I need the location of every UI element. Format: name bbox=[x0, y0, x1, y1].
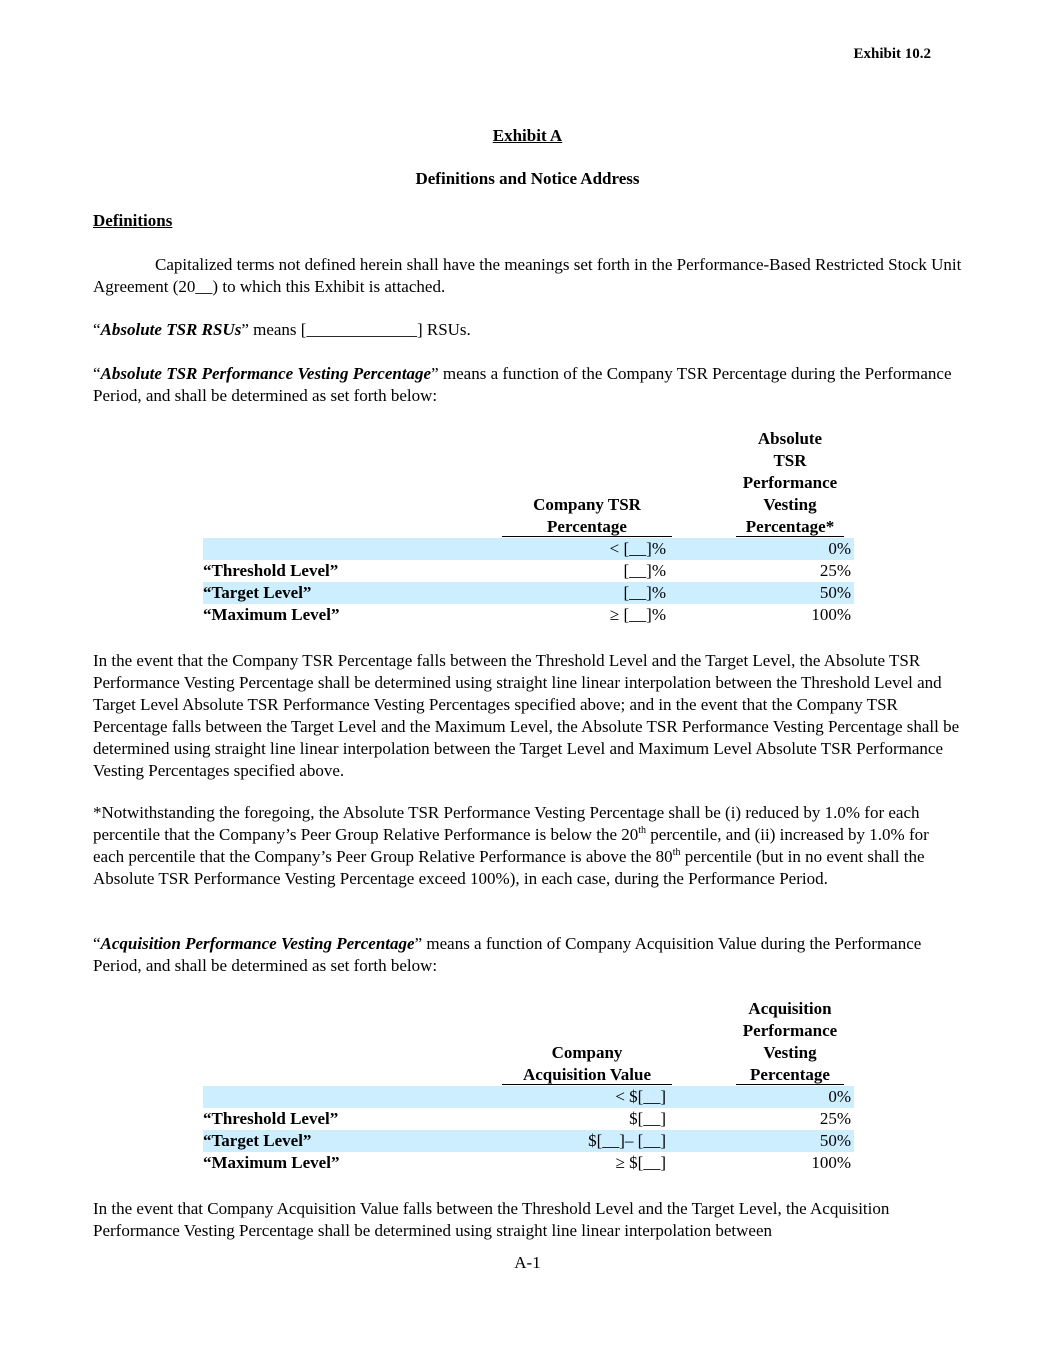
definition-absolute-tsr-rsus bbox=[93, 319, 963, 341]
exhibit-number: Exhibit 10.2 bbox=[853, 46, 931, 62]
table-row: “Maximum Level” ≥ [__]% 100% bbox=[203, 605, 851, 624]
defined-term: Absolute TSR Performance Vesting Percentage bbox=[100, 364, 432, 383]
header-underline bbox=[736, 1084, 844, 1085]
table-row: “Target Level” $[__]– [__] 50% bbox=[203, 1130, 854, 1152]
table-col-header: Company Acquisition Value bbox=[522, 1043, 651, 1084]
interpolation-paragraph: In the event that the Company TSR Percentage falls between the Threshold Level and the Target Level, the Absolute TSR Performance Vesting Percentage shall be determined using straight line linear interpolation between the Threshold Level and Target Level Absolute TSR Performance Vesting Percentages specified above; and in the event that the Company TSR Percentage falls between the Target Level and the Maximum Level, the Absolute TSR Performance Vesting Percentage shall be determined using straight line linear interpolation between the Target Level and Maximum Level Absolute TSR Performance Vesting Percentages specified above. bbox=[93, 651, 960, 780]
table-col-header: Absolute TSR Performance Vesting Percentage* bbox=[742, 429, 838, 536]
page-number: A-1 bbox=[514, 1253, 541, 1272]
intro-paragraph: Capitalized terms not defined herein shall have the meanings set forth in the Performance-Based Restricted Stock Unit Agreement (20__) to which this Exhibit is attached. bbox=[93, 255, 962, 296]
footnote-paragraph: *Notwithstanding the foregoing, the Absolute TSR Performance Vesting Percentage shall be (i) reduced by 1.0% for each percentile that the Company’s Peer Group Relative Performance is below the 20th percentile, and (ii) increased by 1.0% for each percentile that the Company’s Peer Group Relative Performance is above the 80th percentile (but in no event shall the Absolute TSR Performance Vesting Percentage exceed 100%), in each case, during the Performance Period. bbox=[93, 803, 929, 888]
table-col-header: Company TSR Percentage bbox=[533, 495, 641, 536]
definition-acquisition-vesting bbox=[93, 933, 963, 977]
acquisition-vesting-table bbox=[203, 998, 854, 1178]
open-quote: “ bbox=[93, 364, 101, 383]
open-quote: “ bbox=[93, 934, 101, 953]
table-row: < $[__] 0% bbox=[203, 1086, 854, 1108]
table-row: “Maximum Level” ≥ $[__] 100% bbox=[203, 1153, 851, 1172]
table-row: < [__]% 0% bbox=[203, 538, 854, 560]
defined-term: Absolute TSR RSUs bbox=[100, 320, 242, 339]
definition-absolute-tsr-vesting bbox=[93, 363, 963, 407]
page-subtitle: Definitions and Notice Address bbox=[415, 169, 640, 188]
header-underline bbox=[502, 1084, 672, 1085]
defined-term: Acquisition Performance Vesting Percentage bbox=[100, 934, 415, 953]
table-row: “Threshold Level” $[__] 25% bbox=[203, 1109, 851, 1128]
definition-text: ” means [_____________] RSUs. bbox=[241, 320, 471, 339]
closing-paragraph: In the event that Company Acquisition Value falls between the Threshold Level and the Target Level, the Acquisition Performance Vesting Percentage shall be determined using straight line linear interpolation between bbox=[93, 1199, 890, 1240]
table-row: “Target Level” [__]% 50% bbox=[203, 582, 854, 604]
header-underline bbox=[502, 536, 672, 537]
section-heading: Definitions bbox=[93, 211, 173, 230]
header-underline bbox=[736, 536, 844, 537]
tsr-vesting-table bbox=[203, 428, 854, 628]
table-col-header: Acquisition Performance Vesting Percentage bbox=[742, 999, 838, 1084]
open-quote: “ bbox=[93, 320, 101, 339]
definition-text: ” means a function of the Company TSR Percentage during the Performance Period, and shall be determined as set forth below: bbox=[93, 364, 952, 405]
table-row: “Threshold Level” [__]% 25% bbox=[203, 561, 851, 580]
definition-text: ” means a function of Company Acquisition Value during the Performance Period, and shall be determined as set forth below: bbox=[93, 934, 922, 975]
page-title: Exhibit A bbox=[492, 126, 563, 145]
